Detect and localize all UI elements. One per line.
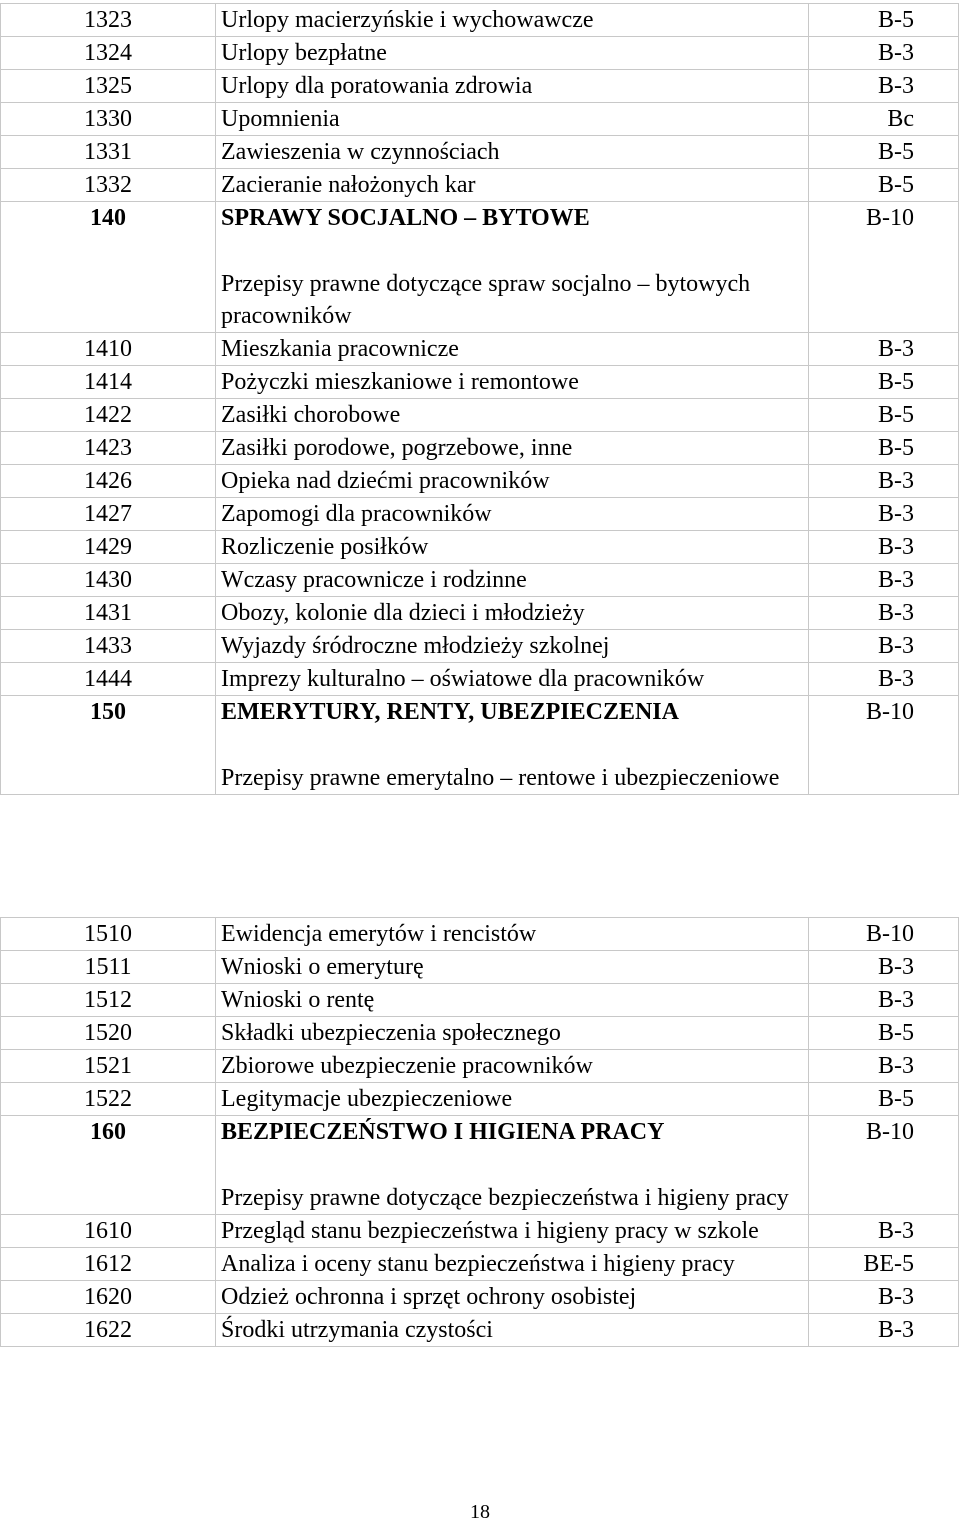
archive-category: B-5 — [809, 1083, 959, 1116]
archive-category: B-3 — [809, 70, 959, 103]
record-description — [216, 465, 809, 498]
archive-category: B-3 — [809, 465, 959, 498]
record-title: Zbiorowe ubezpieczenie pracowników — [221, 1053, 593, 1079]
archive-category: B-10 — [809, 1116, 959, 1215]
record-code: 1331 — [1, 136, 216, 169]
record-title: Wyjazdy śródroczne młodzieży szkolnej — [221, 633, 610, 659]
spacer — [221, 728, 808, 762]
archive-category: B-3 — [809, 951, 959, 984]
archive-category: B-3 — [809, 597, 959, 630]
record-code: 1622 — [1, 1314, 216, 1347]
table-row — [1, 1050, 959, 1083]
record-title: Ewidencja emerytów i rencistów — [221, 921, 537, 947]
record-title: Zasiłki chorobowe — [221, 402, 401, 428]
record-description — [216, 366, 809, 399]
record-description — [216, 70, 809, 103]
spacer — [221, 1148, 808, 1182]
record-title: Zasiłki porodowe, pogrzebowe, inne — [221, 435, 573, 461]
records-table-1 — [0, 3, 959, 795]
table-row — [1, 1248, 959, 1281]
record-description — [216, 333, 809, 366]
table-row — [1, 984, 959, 1017]
record-title: Składki ubezpieczenia społecznego — [221, 1020, 561, 1046]
record-description — [216, 498, 809, 531]
table-row — [1, 169, 959, 202]
table-row — [1, 531, 959, 564]
section-note: Przepisy prawne emerytalno – rentowe i ubezpieczeniowe — [221, 765, 780, 791]
record-title: EMERYTURY, RENTY, UBEZPIECZENIA — [221, 699, 679, 725]
archive-category: B-3 — [809, 984, 959, 1017]
archive-category: B-3 — [809, 663, 959, 696]
record-title: Obozy, kolonie dla dzieci i młodzieży — [221, 600, 585, 626]
table-row — [1, 1281, 959, 1314]
archive-category: B-5 — [809, 4, 959, 37]
table-row — [1, 564, 959, 597]
record-code: 1522 — [1, 1083, 216, 1116]
record-description — [216, 37, 809, 70]
record-code: 140 — [1, 202, 216, 333]
table-row — [1, 951, 959, 984]
table-row — [1, 70, 959, 103]
archive-category: Bc — [809, 103, 959, 136]
record-code: 1422 — [1, 399, 216, 432]
record-title: Odzież ochronna i sprzęt ochrony osobistej — [221, 1284, 637, 1310]
archive-category: B-5 — [809, 432, 959, 465]
record-code: 1426 — [1, 465, 216, 498]
record-code: 1612 — [1, 1248, 216, 1281]
record-description — [216, 1215, 809, 1248]
record-code: 1427 — [1, 498, 216, 531]
record-title: Przegląd stanu bezpieczeństwa i higieny pracy w szkole — [221, 1218, 759, 1244]
record-description — [216, 1281, 809, 1314]
records-table-2 — [0, 917, 959, 1347]
record-description — [216, 136, 809, 169]
archive-category: B-10 — [809, 202, 959, 333]
record-title: Zapomogi dla pracowników — [221, 501, 492, 527]
record-title: Upomnienia — [221, 106, 340, 132]
record-description — [216, 531, 809, 564]
record-title: BEZPIECZEŃSTWO I HIGIENA PRACY — [221, 1119, 665, 1145]
table-row — [1, 4, 959, 37]
record-title: Wnioski o rentę — [221, 987, 375, 1013]
record-code: 1511 — [1, 951, 216, 984]
table-row — [1, 663, 959, 696]
table-row — [1, 333, 959, 366]
record-code: 1433 — [1, 630, 216, 663]
record-title: Imprezy kulturalno – oświatowe dla pracowników — [221, 666, 705, 692]
record-description — [216, 1116, 809, 1215]
record-description — [216, 663, 809, 696]
record-code: 1620 — [1, 1281, 216, 1314]
record-code: 1423 — [1, 432, 216, 465]
record-description — [216, 597, 809, 630]
archive-category: B-3 — [809, 531, 959, 564]
table-row — [1, 1017, 959, 1050]
table-row — [1, 1314, 959, 1347]
record-code: 1332 — [1, 169, 216, 202]
archive-category: B-10 — [809, 696, 959, 795]
section-note: Przepisy prawne dotyczące spraw socjalno – bytowych pracowników — [221, 271, 751, 329]
record-title: Pożyczki mieszkaniowe i remontowe — [221, 369, 579, 395]
record-title: Zawieszenia w czynnościach — [221, 139, 500, 165]
record-code: 1323 — [1, 4, 216, 37]
record-description — [216, 696, 809, 795]
record-title: Urlopy bezpłatne — [221, 40, 387, 66]
record-description — [216, 1083, 809, 1116]
table-row — [1, 1083, 959, 1116]
record-code: 1521 — [1, 1050, 216, 1083]
archive-category: B-3 — [809, 630, 959, 663]
record-description — [216, 1050, 809, 1083]
record-title: Analiza i oceny stanu bezpieczeństwa i higieny pracy — [221, 1251, 735, 1277]
archive-category: B-3 — [809, 564, 959, 597]
table-row — [1, 630, 959, 663]
archive-category: B-5 — [809, 399, 959, 432]
record-description — [216, 432, 809, 465]
page-number: 18 — [470, 1501, 490, 1523]
record-title: Rozliczenie posiłków — [221, 534, 429, 560]
record-code: 160 — [1, 1116, 216, 1215]
archive-category: B-10 — [809, 918, 959, 951]
archive-category: B-5 — [809, 366, 959, 399]
record-description — [216, 103, 809, 136]
table-row — [1, 432, 959, 465]
record-title: SPRAWY SOCJALNO – BYTOWE — [221, 205, 590, 231]
archive-category: B-3 — [809, 1215, 959, 1248]
spacer — [221, 234, 808, 268]
record-description — [216, 1248, 809, 1281]
table-row — [1, 597, 959, 630]
table-row — [1, 1215, 959, 1248]
section-note: Przepisy prawne dotyczące bezpieczeństwa i higieny pracy — [221, 1185, 789, 1211]
record-code: 1429 — [1, 531, 216, 564]
table-row — [1, 37, 959, 70]
section-row — [1, 696, 959, 795]
record-code: 1414 — [1, 366, 216, 399]
record-description — [216, 202, 809, 333]
table-row — [1, 498, 959, 531]
table-row — [1, 103, 959, 136]
record-title: Urlopy macierzyńskie i wychowawcze — [221, 7, 594, 33]
record-description — [216, 951, 809, 984]
archive-category: B-5 — [809, 169, 959, 202]
archive-category: B-3 — [809, 1050, 959, 1083]
record-code: 1520 — [1, 1017, 216, 1050]
record-description — [216, 169, 809, 202]
record-description — [216, 399, 809, 432]
record-code: 1431 — [1, 597, 216, 630]
record-description — [216, 984, 809, 1017]
table-row — [1, 918, 959, 951]
record-title: Zacieranie nałożonych kar — [221, 172, 476, 198]
section-row — [1, 1116, 959, 1215]
record-code: 1410 — [1, 333, 216, 366]
table-row — [1, 366, 959, 399]
record-title: Urlopy dla poratowania zdrowia — [221, 73, 533, 99]
record-code: 1510 — [1, 918, 216, 951]
record-code: 150 — [1, 696, 216, 795]
archive-category: BE-5 — [809, 1248, 959, 1281]
table-row — [1, 136, 959, 169]
record-description — [216, 630, 809, 663]
record-description — [216, 1017, 809, 1050]
record-description — [216, 4, 809, 37]
section-row — [1, 202, 959, 333]
record-code: 1610 — [1, 1215, 216, 1248]
record-title: Mieszkania pracownicze — [221, 336, 459, 362]
record-description — [216, 918, 809, 951]
archive-category: B-5 — [809, 136, 959, 169]
record-description — [216, 564, 809, 597]
record-code: 1325 — [1, 70, 216, 103]
record-title: Środki utrzymania czystości — [221, 1317, 493, 1343]
table-row — [1, 399, 959, 432]
archive-category: B-3 — [809, 1281, 959, 1314]
record-code: 1512 — [1, 984, 216, 1017]
record-code: 1430 — [1, 564, 216, 597]
record-code: 1324 — [1, 37, 216, 70]
record-title: Wczasy pracownicze i rodzinne — [221, 567, 527, 593]
record-title: Opieka nad dziećmi pracowników — [221, 468, 550, 494]
record-code: 1330 — [1, 103, 216, 136]
table-row — [1, 465, 959, 498]
archive-category: B-3 — [809, 333, 959, 366]
record-code: 1444 — [1, 663, 216, 696]
record-title: Legitymacje ubezpieczeniowe — [221, 1086, 513, 1112]
archive-category: B-5 — [809, 1017, 959, 1050]
record-description — [216, 1314, 809, 1347]
archive-category: B-3 — [809, 1314, 959, 1347]
record-title: Wnioski o emeryturę — [221, 954, 424, 980]
archive-category: B-3 — [809, 498, 959, 531]
archive-category: B-3 — [809, 37, 959, 70]
